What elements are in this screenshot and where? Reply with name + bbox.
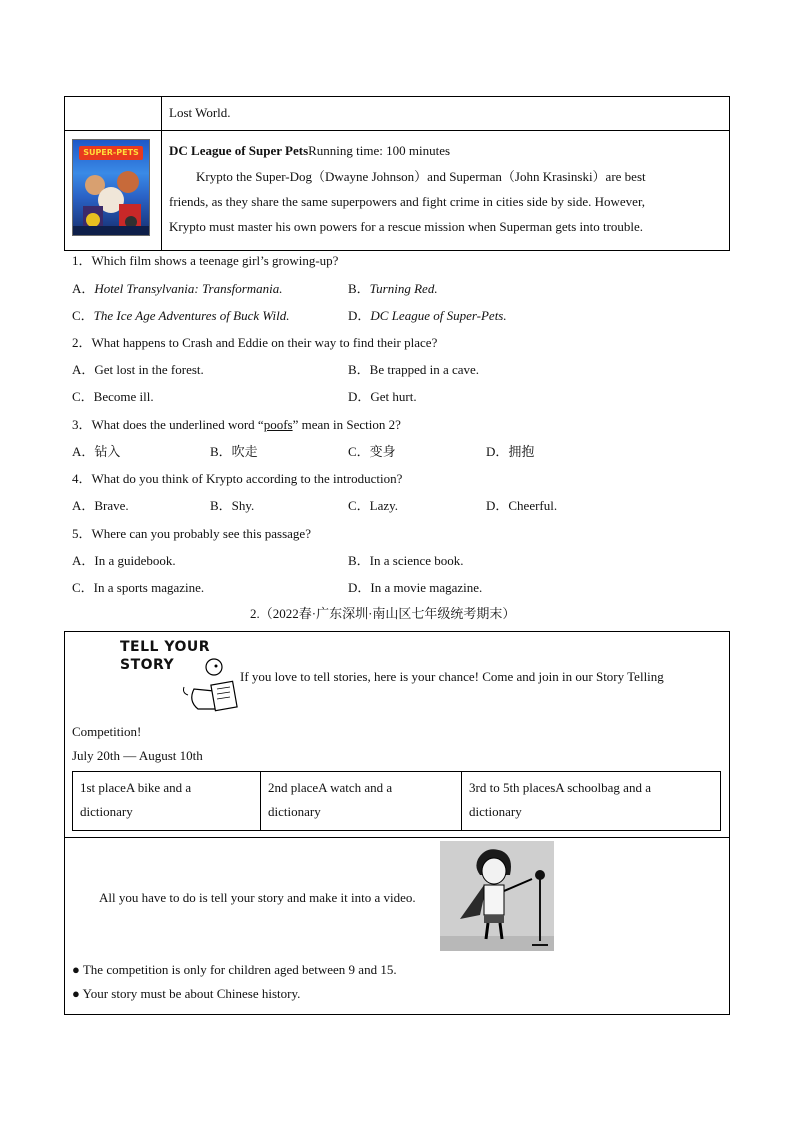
question-3-stem: 3．What does the underlined word “poofs” mean in Section 2? <box>72 417 401 432</box>
question-2-option-c: C．Become ill. <box>72 389 154 404</box>
movie-desc-line-2: friends, as they share the same superpowers and fight crime in cities side by side. However, <box>169 194 646 209</box>
question-1-option-a: A．Hotel Transylvania: Transformania. <box>72 281 283 296</box>
prize-item-cont: dictionary <box>268 804 321 819</box>
storyteller-illustration <box>440 841 554 951</box>
movie-desc-line-3: Krypto must master his own powers for a rescue mission when Superman gets into trouble. <box>169 219 644 234</box>
tell-your-story-logo <box>118 639 238 715</box>
column-divider <box>161 97 162 130</box>
lost-world-text: Lost World. <box>169 105 231 120</box>
question-2-option-a: A．Get lost in the forest. <box>72 362 204 377</box>
question-4-stem: 4．What do you think of Krypto according to the introduction? <box>72 471 403 486</box>
movie-title: DC League of Super Pets <box>169 143 309 158</box>
question-4-option-a: A．Brave. <box>72 498 129 513</box>
prize-cell-3 <box>462 772 720 830</box>
question-3-option-c: C．变身 <box>348 444 396 459</box>
competition-dates: July 20th — August 10th <box>72 748 203 763</box>
table-row-dc-league <box>64 131 730 251</box>
prize-item-cont: dictionary <box>80 804 133 819</box>
question-4-option-b: B．Shy. <box>210 498 255 513</box>
movie-poster <box>72 139 150 236</box>
prize-label: 3rd to 5th places <box>469 780 556 795</box>
question-5-option-a: A．In a guidebook. <box>72 553 176 568</box>
question-4-option-c: C．Lazy. <box>348 498 399 513</box>
intro-line-1: If you love to tell stories, here is your chance! Come and join in our Story Telling <box>240 669 664 684</box>
question-3-option-a: A．钻入 <box>72 444 121 459</box>
intro-line-2: Competition! <box>72 724 142 739</box>
question-1-option-c: C．The Ice Age Adventures of Buck Wild. <box>72 308 290 323</box>
prize-item: A watch and a <box>318 780 393 795</box>
section-2-heading: 2.（2022春·广东深圳·南山区七年级统考期末） <box>250 606 516 621</box>
hero-with-microphone-icon <box>440 841 554 951</box>
prize-cell-1 <box>73 772 261 830</box>
question-5-option-d: D．In a movie magazine. <box>348 580 483 595</box>
task-text: All you have to do is tell your story and make it into a video. <box>99 890 416 905</box>
movie-title-line <box>169 143 450 159</box>
question-3-option-d: D．拥抱 <box>486 444 535 459</box>
question-4-option-d: D．Cheerful. <box>486 498 558 513</box>
question-2-stem: 2．What happens to Crash and Eddie on their way to find their place? <box>72 335 438 350</box>
question-1-stem: 1．Which film shows a teenage girl’s growing-up? <box>72 253 339 268</box>
reading-character-icon <box>118 639 238 715</box>
question-2-option-b: B．Be trapped in a cave. <box>348 362 480 377</box>
table-row-lost-world <box>64 96 730 131</box>
prize-table <box>72 771 721 831</box>
question-3-option-b: B．吹走 <box>210 444 258 459</box>
poster-art <box>73 140 150 236</box>
question-1-option-b: B．Turning Red. <box>348 281 438 296</box>
running-time: Running time: 100 minutes <box>308 143 451 158</box>
logo-line-1: TELL YOUR <box>120 639 211 655</box>
prize-label: 2nd place <box>268 780 319 795</box>
underlined-word: poofs <box>263 417 293 432</box>
prize-item: A bike and a <box>125 780 192 795</box>
question-1-option-d: D．DC League of Super-Pets. <box>348 308 507 323</box>
prize-label: 1st place <box>80 780 126 795</box>
movie-desc-line-1: Krypto the Super-Dog（Dwayne Johnson）and Superman（John Krasinski）are best <box>196 169 646 184</box>
column-divider <box>161 131 162 250</box>
rule-1: ● The competition is only for children aged between 9 and 15. <box>72 962 397 977</box>
question-5-option-c: C．In a sports magazine. <box>72 580 205 595</box>
box-divider <box>65 837 729 838</box>
rule-2: ● Your story must be about Chinese history. <box>72 986 301 1001</box>
logo-line-2: STORY <box>120 657 175 673</box>
question-5-option-b: B．In a science book. <box>348 553 464 568</box>
poster-title: SUPER-PETS <box>79 146 143 160</box>
question-2-option-d: D．Get hurt. <box>348 389 417 404</box>
prize-item: A schoolbag and a <box>555 780 651 795</box>
prize-item-cont: dictionary <box>469 804 522 819</box>
prize-cell-2 <box>261 772 462 830</box>
question-5-stem: 5．Where can you probably see this passage? <box>72 526 311 541</box>
